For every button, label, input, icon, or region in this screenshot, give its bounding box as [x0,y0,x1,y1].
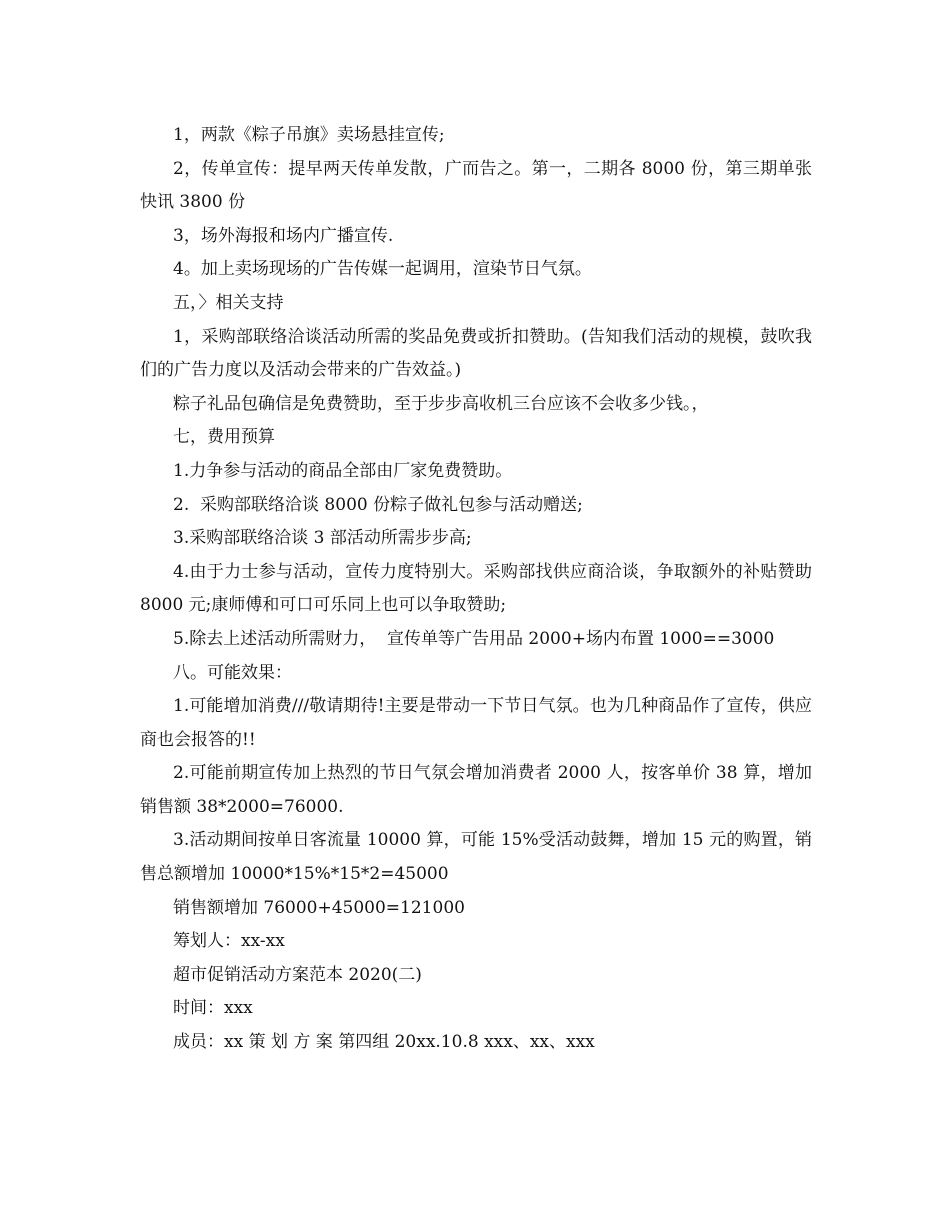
paragraph: 4.由于力士参与活动，宣传力度特别大。采购部找供应商洽谈，争取额外的补贴赞助 8000 元;康师傅和可口可乐同上也可以争取赞助; [140,561,818,616]
paragraph: 3，场外海报和场内广播宣传. [173,225,394,246]
paragraph: 3.采购部联络洽谈 3 部活动所需步步高; [173,528,472,549]
section-heading: 五，〉相关支持 [173,292,284,313]
paragraph: 筹划人：xx-xx [173,931,285,952]
paragraph: 时间：xxx [173,998,253,1019]
paragraph: 销售额增加 76000+45000=121000 [173,897,465,918]
paragraph: 2.可能前期宣传加上热烈的节日气氛会增加消费者 2000 人，按客单价 38 算，增加销售额 38*2000=76000. [140,763,812,817]
paragraph: 成员：xx 策 划 方 案 第四组 20xx.10.8 xxx、xx、xxx [173,1032,595,1053]
paragraph: 1.力争参与活动的商品全部由厂家免费赞助。 [173,460,513,481]
paragraph: 粽子礼品包确信是免费赞助，至于步步高收机三台应该不会收多少钱。， [173,393,709,414]
paragraph: 2，传单宣传：提早两天传单发散，广而告之。第一，二期各 8000 份，第三期单张快讯 3800 份 [140,158,812,213]
paragraph: 5.除去上述活动所需财力， 宣传单等广告用品 2000+场内布置 1000==3000 [173,628,775,649]
section-heading: 八。可能效果： [173,662,292,683]
document-title: 超市促销活动方案范本 2020(二) [173,964,422,985]
paragraph: 2. 采购部联络洽谈 8000 份粽子做礼包参与活动赠送; [173,494,583,515]
paragraph: 1，两款《粽子吊旗》卖场悬挂宣传; [173,125,445,145]
paragraph: 1.可能增加消费///敬请期待!主要是带动一下节日气氛。也为几种商品作了宣传，供应商也会报答的!! [140,696,812,750]
paragraph: 4。加上卖场现场的广告传媒一起调用，渲染节日气氛。 [173,259,592,280]
paragraph: 1，采购部联络洽谈活动所需的奖品免费或折扣赞助。(告知我们活动的规模，鼓吹我们的广告力度以及活动会带来的广告效益。) [140,326,812,381]
section-heading: 七，费用预算 [173,427,275,448]
paragraph: 3.活动期间按单日客流量 10000 算，可能 15%受活动鼓舞，增加 15 元的购置，销售总额增加 10000*15%*15*2=45000 [140,830,812,885]
document-body [140,119,818,1060]
